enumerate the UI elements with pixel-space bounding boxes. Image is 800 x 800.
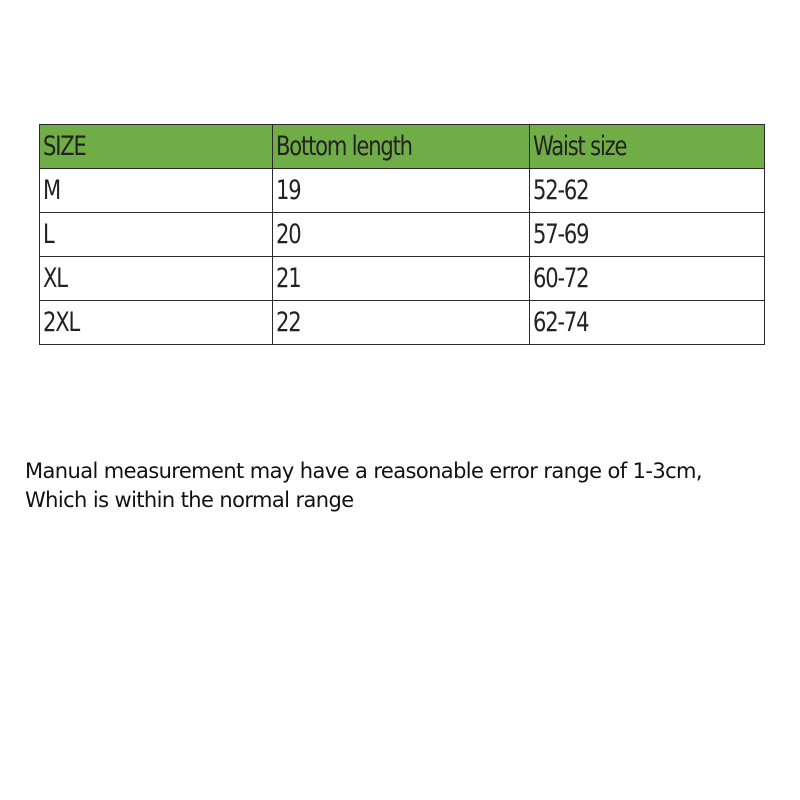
- measurement-note: [25, 457, 795, 515]
- cell-size: [40, 301, 273, 345]
- cell-bottom-length-value: 21: [276, 263, 301, 294]
- cell-waist-size: [530, 257, 765, 301]
- header-waist-size: [530, 125, 765, 169]
- cell-bottom-length-value: 22: [276, 307, 301, 338]
- size-chart-table: [39, 124, 765, 345]
- table-row: [40, 213, 765, 257]
- header-waist-size-label: Waist size: [533, 131, 627, 162]
- cell-waist-size: [530, 169, 765, 213]
- header-row: [40, 125, 765, 169]
- header-size: [40, 125, 273, 169]
- cell-size: [40, 169, 273, 213]
- header-bottom-length-label: Bottom length: [276, 131, 412, 162]
- cell-bottom-length: [273, 301, 530, 345]
- cell-waist-size: [530, 301, 765, 345]
- cell-waist-size-value: 62-74: [533, 307, 589, 338]
- measurement-note-line-2: Which is within the normal range: [25, 488, 354, 512]
- table-row: [40, 257, 765, 301]
- cell-bottom-length-value: 19: [276, 175, 301, 206]
- cell-size-value: L: [43, 219, 54, 250]
- cell-size: [40, 257, 273, 301]
- cell-bottom-length: [273, 169, 530, 213]
- measurement-note-line-1: Manual measurement may have a reasonable error range of 1-3cm,: [25, 459, 702, 483]
- table-row: [40, 169, 765, 213]
- cell-bottom-length: [273, 257, 530, 301]
- table-row: [40, 301, 765, 345]
- header-size-label: SIZE: [43, 131, 86, 162]
- cell-bottom-length: [273, 213, 530, 257]
- size-chart-header: [40, 125, 765, 169]
- cell-waist-size-value: 60-72: [533, 263, 589, 294]
- cell-size-value: M: [43, 175, 61, 206]
- cell-size: [40, 213, 273, 257]
- cell-bottom-length-value: 20: [276, 219, 301, 250]
- cell-size-value: 2XL: [43, 307, 80, 338]
- cell-size-value: XL: [43, 263, 67, 294]
- cell-waist-size: [530, 213, 765, 257]
- size-chart-body: [40, 169, 765, 345]
- cell-waist-size-value: 57-69: [533, 219, 589, 250]
- cell-waist-size-value: 52-62: [533, 175, 589, 206]
- header-bottom-length: [273, 125, 530, 169]
